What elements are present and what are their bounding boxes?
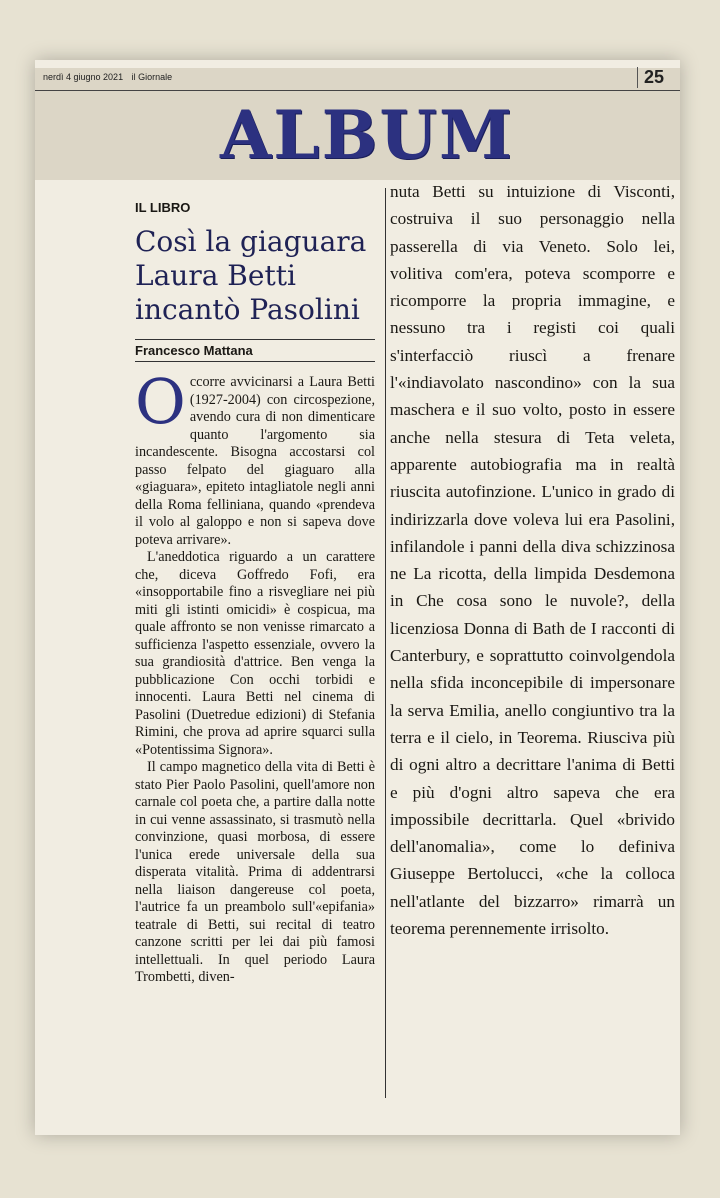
article-author: Francesco Mattana xyxy=(135,339,375,362)
drop-cap: O xyxy=(135,365,186,438)
article-paragraph xyxy=(135,365,375,549)
right-column xyxy=(390,178,675,942)
column-separator xyxy=(385,188,386,1098)
header-rule xyxy=(35,90,680,91)
running-header xyxy=(43,72,178,82)
page-number: 25 xyxy=(637,67,664,88)
newspaper-name: il Giornale xyxy=(131,72,173,82)
section-title: ALBUM xyxy=(220,96,515,174)
paragraph-text: ccorre avvicinarsi a Laura Betti (1927-2004) con circospezione, avendo cura di non dimenticare quanto l'argomento sia incandescente. Bisogna accostarsi col passo felpato del giaguaro alla «giaguara», epiteto intagliatole negli anni della Roma felliniana, quando «prendeva il volo al galoppo e non si sapeva dove poteva arrivare». xyxy=(135,374,375,548)
article-kicker: IL LIBRO xyxy=(135,200,191,215)
issue-date: nerdì 4 giugno 2021 xyxy=(43,72,124,82)
newspaper-clipping xyxy=(35,60,680,1135)
article-paragraph: Il campo magnetico della vita di Betti è stato Pier Paolo Pasolini, quell'amore non carnale col poeta che, a partire dalla notte in cui venne assassinato, si trasmutò nella convinzione, quasi morbosa, di essere l'unica erede universale della sua disperata vitalità. Prima di addentrarsi nella liaison dangereuse col poeta, l'autrice fa un preambolo sull'«epifania» teatrale di Betti, sui recital di teatro canzone scritti per lei dai più famosi intellettuali. In quel periodo Laura Trombetti, diven- xyxy=(135,759,375,985)
left-column xyxy=(135,200,375,987)
article-paragraph: nuta Betti su intuizione di Visconti, costruiva il suo personaggio nella passerella di via Veneto. Solo lei, volitiva com'era, poteva scomporre e ricomporre la propria immagine, e nessuno tra i registi coi quali s'interfacciò riuscì a frenare l'«indiavolato nascondino» con la sua maschera e il suo volto, posto in essere anche nella stesura di Teta veleta, apparente autobiografia ma in realtà riuscita autofinzione. L'unico in grado di indirizzarla dove voleva lui era Pasolini, infilandole i panni della diva schizzinosa ne La ricotta, della limpida Desdemona in Che cosa sono le nuvole?, della licenziosa Donna di Bath de I racconti di Canterbury, e soprattutto coinvolgendola nella sfida inconcepibile di impersonare la serva Emilia, anello congiuntivo tra la terra e il cielo, in Teorema. Riusciva più di ogni altro a decrittare l'anima di Betti e più d'ogni altro sapeva che era impossibile decrittarla. Quel «brivido dell'anomalia», come lo definiva Giuseppe Bertolucci, «che la colloca nell'atlante del bizzarro» rimarrà un teorema perennemente irrisolto. xyxy=(390,182,675,939)
article-paragraph: L'aneddotica riguardo a un carattere che, diceva Goffredo Fofi, era «insopportabile fino a risvegliare nei più miti gli istinti omicidi» è cospicua, ma quale affronto se non venisse rimarcato a sufficienza l'aspetto essenziale, ovvero la sua grandiosità d'attrice. Ben venga la pubblicazione Con occhi torbidi e innocenti. Laura Betti nel cinema di Pasolini (Duetredue edizioni) di Stefania Rimini, che prova ad aprire squarci sulla «Potentissima Signora». xyxy=(135,549,375,758)
article-headline: Così la giaguara Laura Betti incantò Pasolini xyxy=(135,225,367,326)
